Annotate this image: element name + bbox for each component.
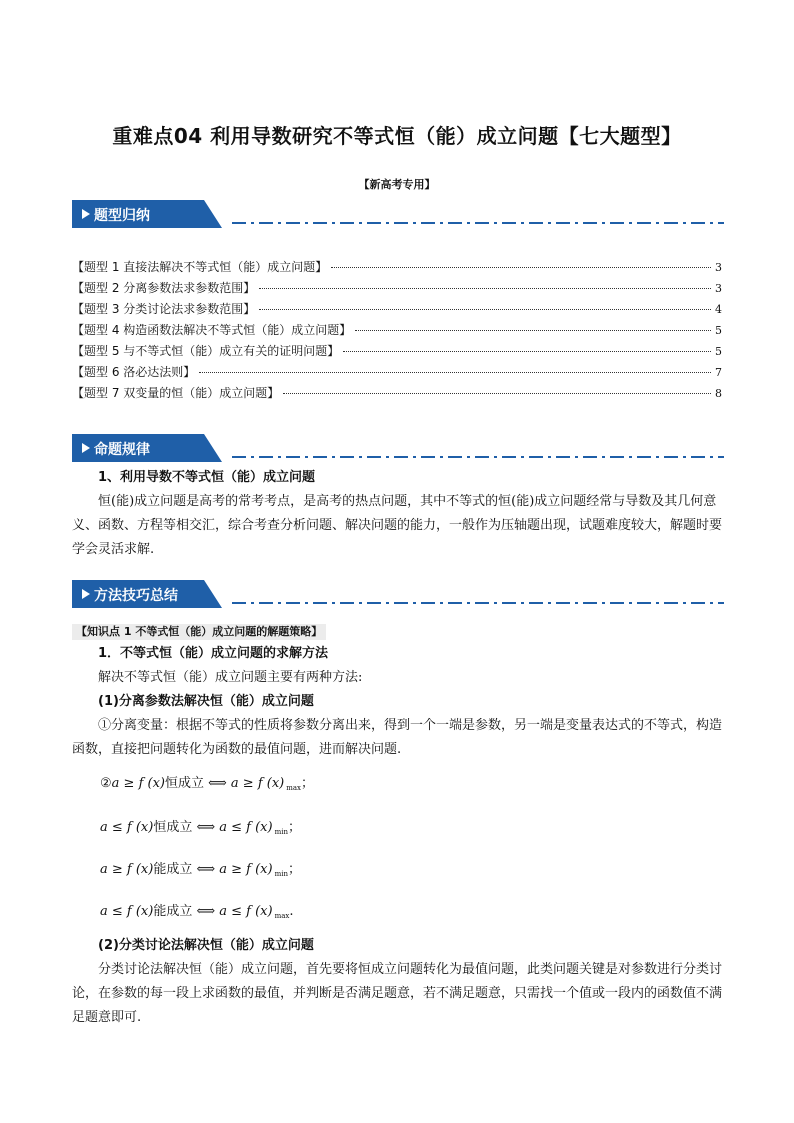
banner-methods bbox=[72, 580, 724, 610]
formula-word: 能成立 bbox=[153, 904, 193, 919]
toc-leader-dots bbox=[199, 372, 711, 373]
methods-section bbox=[72, 642, 722, 762]
toc-label: 【题型 5 与不等式恒（能）成立有关的证明问题】 bbox=[72, 344, 340, 358]
toc-row[interactable] bbox=[72, 342, 722, 363]
methods-heading: 1．不等式恒（能）成立问题的求解方法 bbox=[98, 646, 329, 661]
formula-sub: min bbox=[274, 828, 288, 836]
toc-row[interactable] bbox=[72, 363, 722, 384]
formula-sub: max bbox=[286, 784, 302, 792]
table-of-contents bbox=[72, 258, 722, 405]
rules-section bbox=[72, 466, 722, 562]
formula-3 bbox=[100, 858, 301, 878]
formula-left: a ≥ f (x) bbox=[100, 862, 154, 877]
banner-label: 题型归纳 bbox=[94, 208, 150, 224]
dash-divider bbox=[232, 222, 724, 224]
method-separate-body: ①分离变量：根据不等式的性质将参数分离出来，得到一个一端是参数，另一端是变量表达式的不等式，构造函数，直接把问题转化为函数的最值问题，进而解决问题. bbox=[72, 718, 723, 757]
formula-word: 恒成立 bbox=[164, 776, 204, 791]
formula-right: ⟺ a ≤ f (x) bbox=[196, 820, 273, 835]
formula-end: ； bbox=[287, 862, 301, 877]
formula-left: a ≥ f (x) bbox=[111, 776, 165, 791]
method-classify-heading: (2)分类讨论法解决恒（能）成立问题 bbox=[98, 938, 314, 953]
toc-row[interactable] bbox=[72, 258, 722, 279]
methods-intro: 解决不等式恒（能）成立问题主要有两种方法: bbox=[98, 670, 363, 685]
toc-label: 【题型 3 分类讨论法求参数范围】 bbox=[72, 302, 256, 316]
banner-label: 命题规律 bbox=[94, 442, 150, 458]
toc-leader-dots bbox=[355, 330, 711, 331]
toc-row[interactable] bbox=[72, 321, 722, 342]
formula-4 bbox=[100, 900, 294, 920]
toc-page-number: 5 bbox=[715, 345, 722, 358]
formula-sub: min bbox=[274, 870, 288, 878]
banner-label: 方法技巧总结 bbox=[94, 588, 178, 604]
toc-leader-dots bbox=[343, 351, 711, 352]
toc-label: 【题型 4 构造函数法解决不等式恒（能）成立问题】 bbox=[72, 323, 352, 337]
page-title: 重难点04 利用导数研究不等式恒（能）成立问题【七大题型】 bbox=[112, 124, 682, 148]
formula-end: . bbox=[289, 904, 294, 919]
banner-rules bbox=[72, 434, 724, 464]
toc-leader-dots bbox=[331, 267, 711, 268]
formula-end: ； bbox=[301, 776, 315, 791]
formula-right: ⟺ a ≤ f (x) bbox=[196, 904, 273, 919]
method-separate-heading: (1)分离参数法解决恒（能）成立问题 bbox=[98, 694, 314, 709]
toc-leader-dots bbox=[259, 309, 711, 310]
toc-row[interactable] bbox=[72, 279, 722, 300]
formula-left: a ≤ f (x) bbox=[100, 904, 154, 919]
toc-leader-dots bbox=[259, 288, 711, 289]
formula-2 bbox=[100, 816, 301, 836]
banner-summary bbox=[72, 200, 724, 230]
toc-page-number: 8 bbox=[715, 387, 722, 400]
rules-body: 恒(能)成立问题是高考的常考考点，是高考的热点问题，其中不等式的恒(能)成立问题经常与导数及其几何意义、函数、方程等相交汇，综合考查分析问题、解决问题的能力，一般作为压轴题出现，试题难度较大，解题时要学会灵活求解. bbox=[72, 494, 723, 557]
method-classify-body: 分类讨论法解决恒（能）成立问题，首先要将恒成立问题转化为最值问题，此类问题关键是对参数进行分类讨论，在参数的每一段上求函数的最值，并判断是否满足题意，若不满足题意，只需找一个值或一段内的函数值不满足题意即可. bbox=[72, 962, 723, 1025]
toc-row[interactable] bbox=[72, 300, 722, 321]
toc-row[interactable] bbox=[72, 384, 722, 405]
formula-end: ； bbox=[287, 820, 301, 835]
formula-1 bbox=[100, 772, 314, 792]
formula-word: 能成立 bbox=[153, 862, 193, 877]
toc-page-number: 5 bbox=[715, 324, 722, 337]
formula-prefix: ② bbox=[100, 776, 112, 791]
toc-label: 【题型 1 直接法解决不等式恒（能）成立问题】 bbox=[72, 260, 328, 274]
toc-page-number: 3 bbox=[715, 261, 722, 274]
toc-page-number: 3 bbox=[715, 282, 722, 295]
toc-leader-dots bbox=[283, 393, 711, 394]
toc-page-number: 4 bbox=[715, 303, 722, 316]
toc-label: 【题型 6 洛必达法则】 bbox=[72, 365, 196, 379]
formula-left: a ≤ f (x) bbox=[100, 820, 154, 835]
formula-sub: max bbox=[274, 912, 290, 920]
knowledge-point-label: 【知识点 1 不等式恒（能）成立问题的解题策略】 bbox=[72, 624, 326, 640]
formula-right: ⟺ a ≥ f (x) bbox=[196, 862, 273, 877]
rules-heading: 1、利用导数不等式恒（能）成立问题 bbox=[98, 470, 316, 485]
formula-word: 恒成立 bbox=[153, 820, 193, 835]
methods-section-2 bbox=[72, 934, 722, 1030]
page-subtitle: 【新高考专用】 bbox=[358, 178, 436, 191]
dash-divider bbox=[232, 602, 724, 604]
toc-label: 【题型 2 分离参数法求参数范围】 bbox=[72, 281, 256, 295]
toc-page-number: 7 bbox=[715, 366, 722, 379]
toc-label: 【题型 7 双变量的恒（能）成立问题】 bbox=[72, 386, 280, 400]
formula-right: ⟺ a ≥ f (x) bbox=[208, 776, 285, 791]
dash-divider bbox=[232, 456, 724, 458]
